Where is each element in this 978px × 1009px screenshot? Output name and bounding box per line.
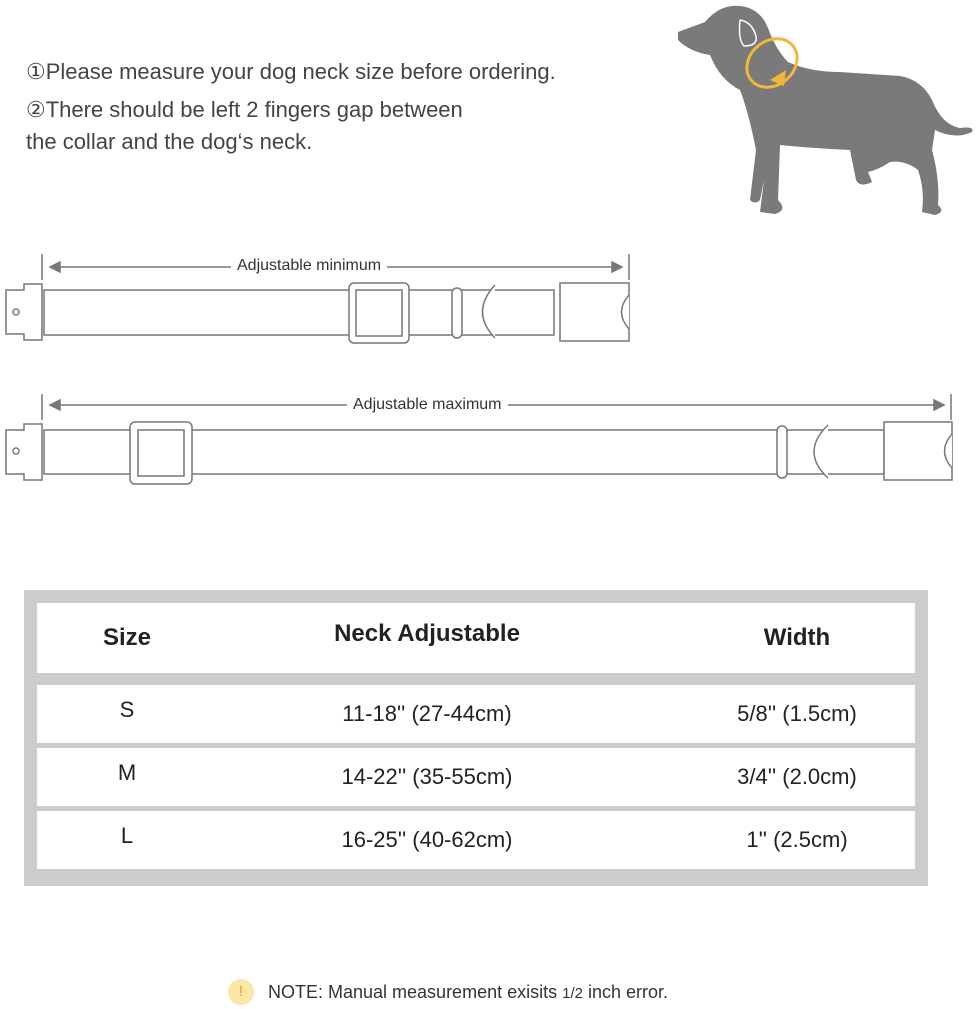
cell-size: L — [120, 823, 134, 848]
adjustable-minimum-label: Adjustable minimum — [231, 257, 387, 275]
collar-diagrams — [0, 250, 978, 490]
size-table — [24, 590, 928, 886]
cell-neck: 16-25'' (40-62cm) — [341, 827, 513, 852]
cell-size: S — [119, 697, 135, 722]
warning-icon: ! — [228, 979, 254, 1005]
cell-width: 1'' (2.5cm) — [746, 827, 848, 852]
cell-neck: 14-22'' (35-55cm) — [341, 764, 513, 789]
note-fraction: 1/2 — [562, 985, 583, 1002]
header-width: Width — [763, 624, 831, 651]
cell-width: 3/4'' (2.0cm) — [737, 764, 857, 789]
cell-width: 5/8'' (1.5cm) — [737, 701, 857, 726]
table-row — [37, 685, 915, 743]
table-row — [37, 748, 915, 806]
instruction-2-cont: the collar and the dog‘s neck. — [26, 129, 313, 154]
header-neck: Neck Adjustable — [334, 620, 520, 647]
instruction-2: ②There should be left 2 fingers gap between — [26, 97, 463, 122]
note-suffix: inch error. — [588, 982, 669, 1002]
note-main: NOTE: Manual measurement exisits — [268, 982, 558, 1002]
adjustable-maximum-label: Adjustable maximum — [347, 396, 508, 414]
dog-illustration — [660, 0, 978, 230]
instruction-1: ①Please measure your dog neck size before ordering. — [26, 59, 556, 84]
cell-size: M — [117, 760, 137, 785]
table-row — [37, 811, 915, 869]
cell-neck: 11-18'' (27-44cm) — [342, 701, 512, 726]
header-size: Size — [102, 624, 152, 651]
table-header — [37, 603, 915, 673]
note-text — [268, 982, 668, 1003]
dog-silhouette — [678, 6, 973, 215]
